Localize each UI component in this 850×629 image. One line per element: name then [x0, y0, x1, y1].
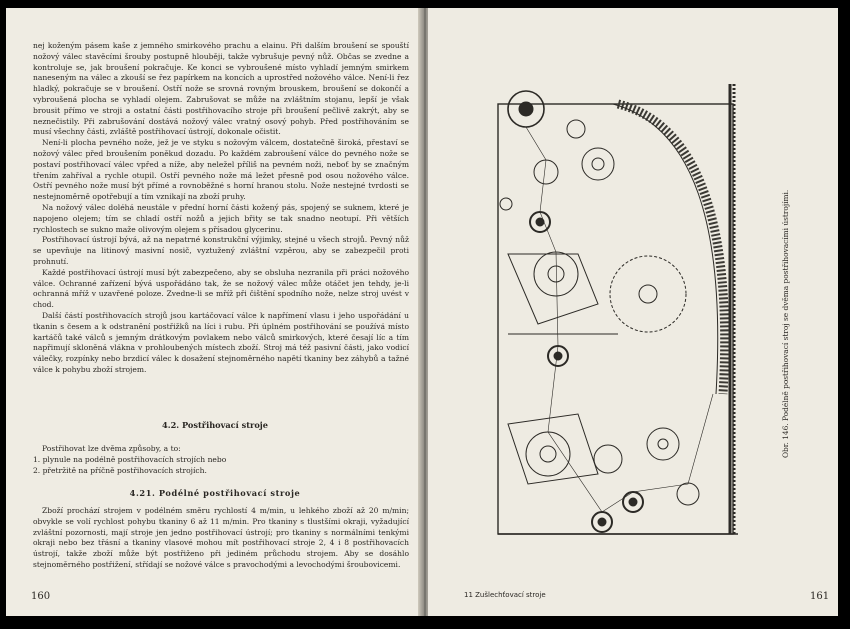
final-text [33, 506, 409, 571]
paragraph: Postřihovací ústrojí bývá, až na nepatrné konstrukční výjimky, stejné u všech strojů. Pevný nůž se upevňuje na litinový masivní nosič, vyztužený zvláštní vzpěrou, aby se zabezpečil proti prohnutí. [33, 235, 409, 266]
body-text [33, 41, 409, 376]
section-heading: 4.2. Postřihovací stroje [162, 420, 268, 430]
cutter-housing [508, 414, 598, 484]
paragraph: Každé postřihovací ústrojí musí být zabezpečeno, aby se obsluha nezranila při práci nožového válce. Ochranné zařízení bývá uspořádáno tak, že se nožový válec může otáčet jen tehdy, je-li ochranná mříž v uzavřené poloze. Zvedne-li se mříž při čištění spodního nože, nelze stroj uvést v chod. [33, 267, 409, 310]
left-page [6, 8, 424, 616]
paragraph: Není-li plocha pevného nože, jež je ve styku s nožovým válcem, dostatečně široká, přestaví se nožový válec před broušením poněkud dozadu. Po každém zabroušení válce do pevného nože se postaví postřihovací válec vpřed a níže, aby neležel příliš na pevném noži, neboť by se značným třením zahříval a rychle otupil. Ostří pevného nože má ležet přesně pod osou nožového válce. Ostří pevného nože musí být přímé a rovnoběžné s horní hranou stolu. Nože nestejné tvrdosti se nestejnoměrně opotřebují a tím vznikají na zboží pruhy. [33, 138, 409, 202]
figure-caption: Obr. 146. Podélně postřihovací stroj se dvěma postřihovacími ústrojími. [781, 189, 790, 459]
chapter-footer: 11 Zušlechťovací stroje [464, 591, 546, 599]
top-roller-hub [519, 102, 533, 116]
paragraph: nej koženým pásem kaše z jemného smirkového prachu a elainu. Při dalším broušení se spouští nožový válec stavěcími šrouby postupně hlouběji, takže vybrušuje pevný nůž. Občas se zvedne a kontroluje se, jak broušení pokračuje. Ke konci se vybroušené místo vyhladí jemným smirkem naneseným na válec a zkouší se řez papírkem na koncích a uprostřed nožového válce. Není-li řez hladký, pokračuje se v broušení. Ostří nože se srovná rovným brouskem, broušení se dokončí a vybroušená plocha se vyhladí olejem. Zabrušovat se může na zvláštním stojanu, lepší je však brousit přímo ve stroji a ostatní části postřihovacího stroje při broušení pečlivě zakrýt, aby se neznečistily. Při zabrušování dostává nožový válec vratný osový pohyb. Před postřihováním se musí všechny části, zvláště postřihovací ústrojí, dokonale očistit. [33, 41, 409, 137]
list-item: 2. přetržitě na příčně postřihovacích strojích. [33, 465, 207, 475]
intro-block [33, 444, 409, 476]
paragraph: Další částí postřihovacích strojů jsou kartáčovací válce k napřímení vlasu i jeho uspořádání u tkanin s česem a k odstranění postřižků na líci i rubu. Při úplném postřihování se používá místo kartáčů také válců s jemným drátkovým povlakem nebo válců smirkových, které česají líc a tím napřimují skloněná vlákna v prohloubených místech zboží. Stroj má též pasivní části, jako vodicí válečky, rozpínky nebo brzdicí válec k dosažení stejnoměrného napětí tkaniny bez záhybů a tažné válce k pohybu zboží strojem. [33, 310, 409, 374]
roller [500, 198, 512, 210]
paragraph: Zboží prochází strojem v podélném směru rychlostí 4 m/min, u lehkého zboží až 20 m/min; obvykle se volí rychlost pohybu tkaniny 6 až 11 m/min. Pro tkaniny s tlustšími okraji, vyžadující zvláštní pozornosti, mají stroje jen jedno postřihovací ústrojí; pro tkaniny s normálními tenkými okraji nebo bez třásní a tkaniny vlasové mohou mít postřihovací stroje 2, 4 i 8 postřihovacích ústrojí, takže zboží může být postřiženo při jediném průchodu strojem. Aby se dosáhlo stejnoměrného postřižení, střídají se nožové válce s pravochodými a levochodými šroubovicemi. [33, 506, 409, 569]
roller [677, 483, 699, 505]
cutter-housing [508, 254, 598, 324]
gear [594, 445, 622, 473]
list-item: 1. plynule na podélně postřihovacích strojích nebo [33, 454, 227, 464]
roller [567, 120, 585, 138]
page-number: 161 [810, 591, 830, 602]
gear [582, 148, 614, 180]
cutter-cylinder [526, 432, 570, 476]
page-number: 160 [31, 591, 51, 602]
large-wheel [610, 256, 686, 332]
machine-figure [468, 64, 768, 584]
curved-fabric-guide [618, 104, 725, 394]
intro-text: Postřihovat lze dvěma způsoby, a to: [42, 444, 181, 453]
shearing-machine-drawing [468, 64, 768, 584]
roller [534, 160, 558, 184]
subsection-heading: 4.21. Podélné postřihovací stroje [129, 488, 301, 498]
gear [647, 428, 679, 460]
right-page [428, 8, 838, 616]
paragraph: Na nožový válec doléhá neustále v přední horní části kožený pás, spojený se suknem, které je napojeno olejem; tím se chladí ostří nožů a jejich břity se tak snadno neotupí. Při větších rychlostech se sukno maže olivovým olejem s přísadou glycerinu. [33, 202, 409, 234]
